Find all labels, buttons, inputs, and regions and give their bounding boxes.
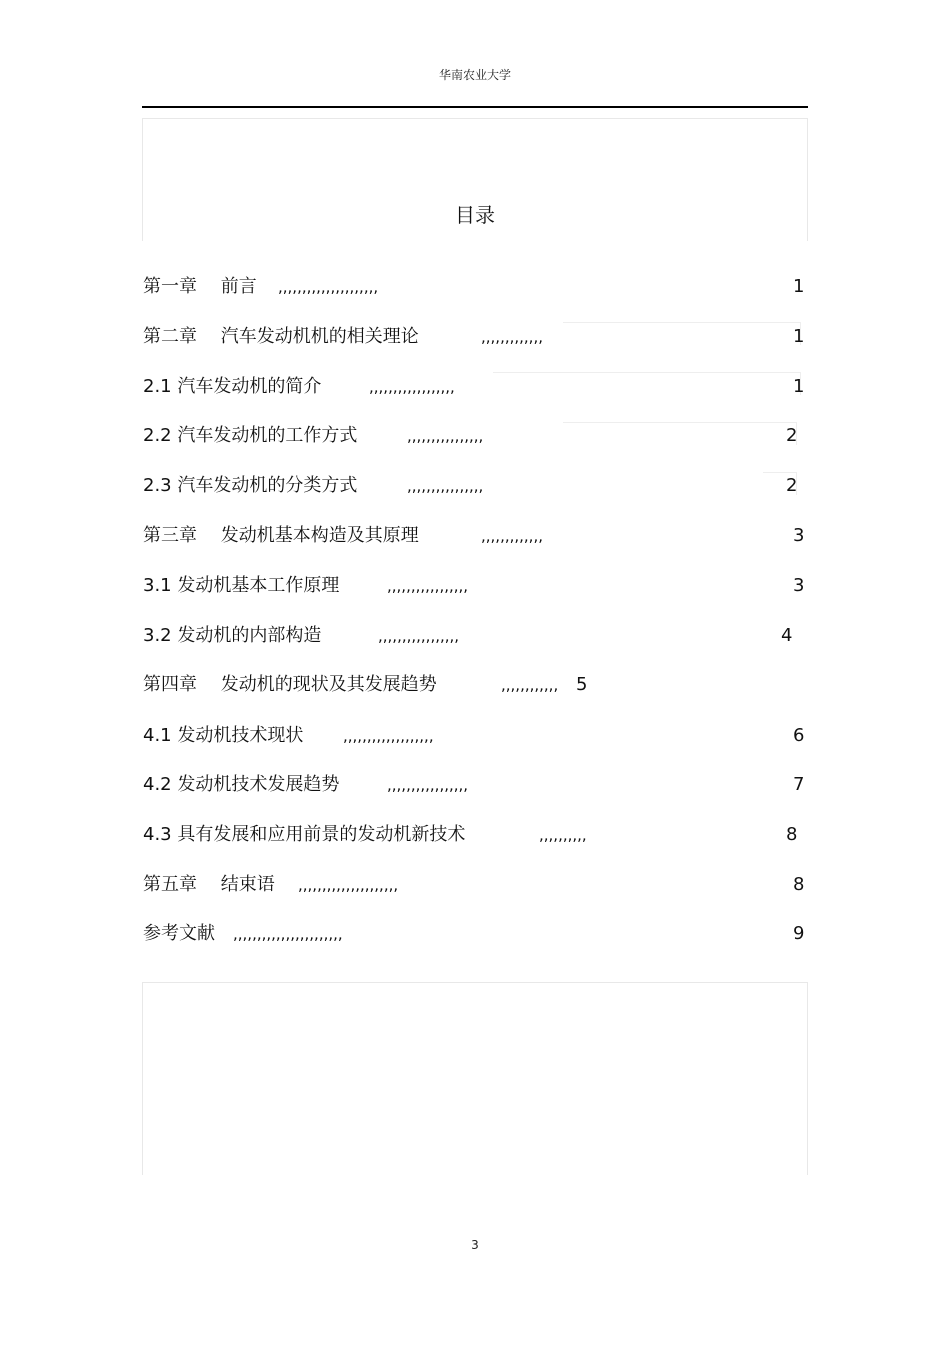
- toc-entry-leader: ,,,,,,,,,,,,,,,,,: [378, 627, 460, 645]
- toc-entry[interactable]: [143, 270, 807, 304]
- toc-entry-page: 2: [786, 475, 798, 496]
- toc-entry[interactable]: [143, 668, 807, 702]
- toc-entry-leader: ,,,,,,,,,,,,,: [481, 527, 543, 545]
- toc-entry-leader: ,,,,,,,,,,,,,,,,,,,: [343, 727, 434, 745]
- toc-entry-leader: ,,,,,,,,,,,,,,,,,: [387, 577, 469, 595]
- toc-entry[interactable]: [143, 917, 807, 951]
- toc-entry[interactable]: [143, 719, 807, 753]
- toc-entry-leader: ,,,,,,,,,,,,,,,,,,,,,,,: [233, 925, 343, 943]
- toc-entry-page: 8: [786, 824, 798, 845]
- toc-entry-label: 2.1 汽车发动机的简介: [143, 376, 322, 397]
- toc-entry[interactable]: [143, 519, 807, 553]
- toc-entry-label: 第三章 发动机基本构造及其原理: [143, 525, 419, 546]
- toc-entry-leader: ,,,,,,,,,,,,,,,,,,,,,: [278, 278, 379, 296]
- toc-title: 目录: [455, 203, 495, 227]
- toc-entry-page: 1: [793, 376, 805, 397]
- toc-entry-label: 第五章 结束语: [143, 874, 275, 895]
- toc-entry[interactable]: [143, 419, 807, 453]
- toc-entry-label: 第四章 发动机的现状及其发展趋势: [143, 674, 437, 695]
- toc-entry-leader: ,,,,,,,,,,,,,,,,: [407, 477, 484, 495]
- toc-entry[interactable]: [143, 818, 807, 852]
- toc-entry-leader: ,,,,,,,,,,: [539, 826, 587, 844]
- toc-entry[interactable]: [143, 619, 807, 653]
- toc-entry-label: 2.3 汽车发动机的分类方式: [143, 475, 358, 496]
- toc-entry-label: 第二章 汽车发动机机的相关理论: [143, 326, 419, 347]
- toc-entry-label: 3.1 发动机基本工作原理: [143, 575, 340, 596]
- toc-entry[interactable]: [143, 868, 807, 902]
- toc-entry-label: 第一章 前言: [143, 276, 257, 297]
- toc-entry-page: 7: [793, 774, 805, 795]
- toc-entry[interactable]: [143, 768, 807, 802]
- toc-entry-label: 4.1 发动机技术现状: [143, 725, 304, 746]
- toc-entry-page: 4: [781, 625, 793, 646]
- toc-entry-leader: ,,,,,,,,,,,,,: [481, 328, 543, 346]
- toc-entry-leader: ,,,,,,,,,,,,: [501, 676, 559, 694]
- toc-entry-page: 1: [793, 276, 805, 297]
- toc-entry[interactable]: [143, 370, 807, 404]
- toc-entry-page: 1: [793, 326, 805, 347]
- toc-entry-page: 3: [793, 525, 805, 546]
- toc-entry-label: 4.3 具有发展和应用前景的发动机新技术: [143, 824, 466, 845]
- page-number: 3: [471, 1238, 479, 1252]
- toc-entry-leader: ,,,,,,,,,,,,,,,,: [407, 427, 484, 445]
- header-rule: [142, 106, 808, 108]
- toc-entry-leader: ,,,,,,,,,,,,,,,,,: [387, 776, 469, 794]
- toc-entry-leader: ,,,,,,,,,,,,,,,,,,: [369, 378, 455, 396]
- toc-entry-page: 8: [793, 874, 805, 895]
- bottom-frame: [142, 982, 808, 1175]
- toc-entry-page: 3: [793, 575, 805, 596]
- toc-entry-page: 2: [786, 425, 798, 446]
- toc-entry-label: 3.2 发动机的内部构造: [143, 625, 322, 646]
- toc-entry[interactable]: [143, 569, 807, 603]
- toc-entry-page: 5: [576, 674, 588, 695]
- toc-entry-label: 参考文献: [143, 923, 215, 944]
- toc-entry[interactable]: [143, 320, 807, 354]
- toc-entry-leader: ,,,,,,,,,,,,,,,,,,,,,: [298, 876, 399, 894]
- toc-entry-page: 9: [793, 923, 805, 944]
- toc-entry-label: 4.2 发动机技术发展趋势: [143, 774, 340, 795]
- toc-entry-page: 6: [793, 725, 805, 746]
- running-header: 华南农业大学: [438, 68, 511, 82]
- toc-entry-label: 2.2 汽车发动机的工作方式: [143, 425, 358, 446]
- toc-entry[interactable]: [143, 469, 807, 503]
